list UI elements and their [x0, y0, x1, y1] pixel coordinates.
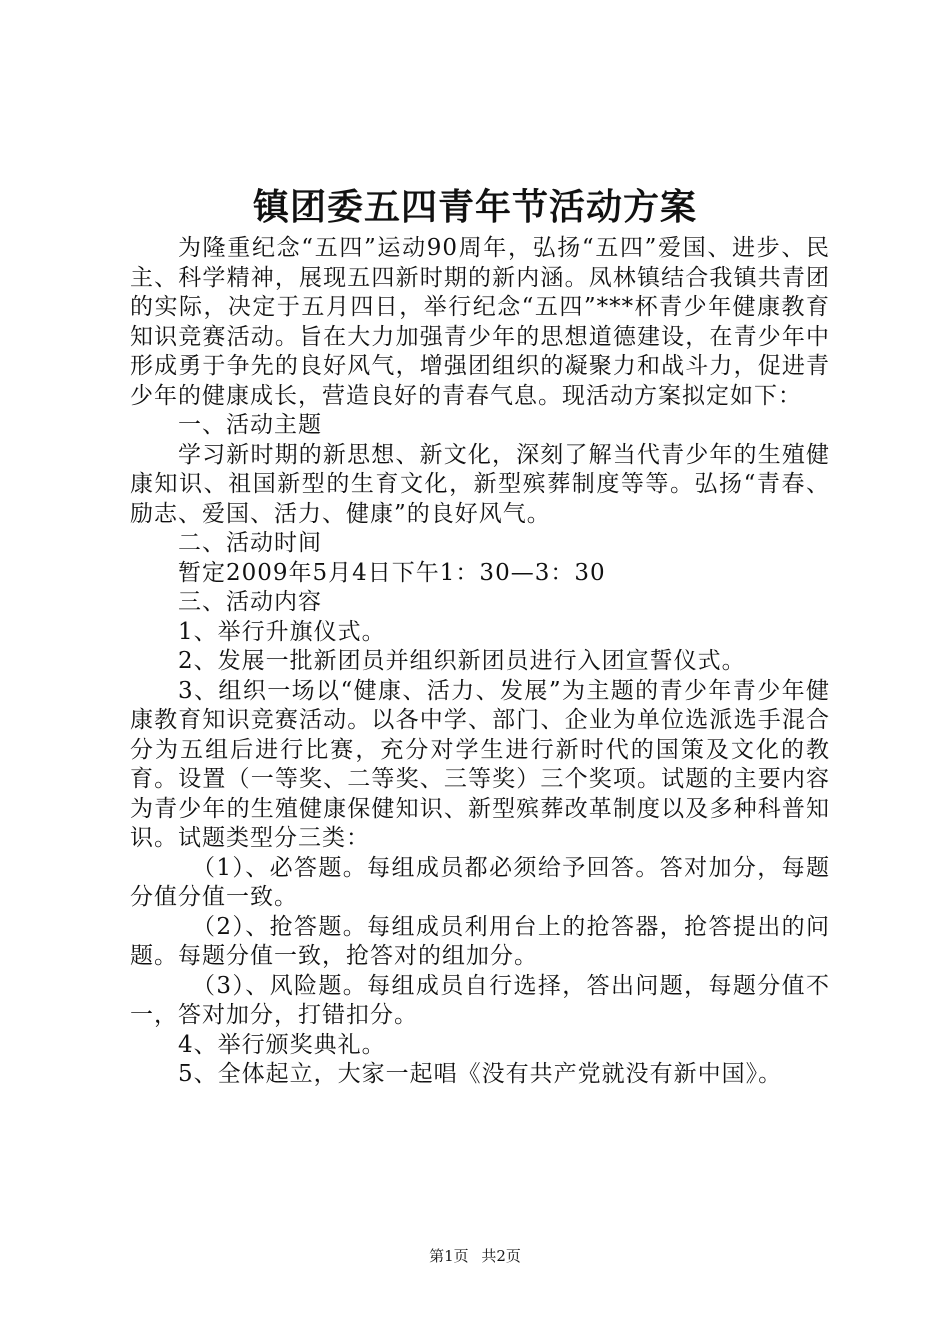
section-heading-content: 三、活动内容 — [178, 589, 322, 615]
page-total: 共2页 — [481, 1247, 521, 1265]
question-type-2: （2）、抢答题。每组成员利用台上的抢答器，抢答提出的问题。每题分值一致，抢答对的组加分。 — [130, 913, 830, 969]
question-type-1: （1）、必答题。每组成员都必须给予回答。答对加分，每题分值分值一致。 — [130, 854, 830, 910]
page-footer — [0, 1246, 950, 1266]
content-item-2: 2、发展一批新团员并组织新团员进行入团宣誓仪式。 — [178, 648, 746, 674]
content-item-5: 5、全体起立，大家一起唱《没有共产党就没有新中国》。 — [178, 1061, 783, 1087]
content-item-4: 4、举行颁奖典礼。 — [178, 1031, 386, 1058]
page-number: 第1页 — [429, 1247, 469, 1265]
theme-paragraph: 学习新时期的新思想、新文化，深刻了解当代青少年的生殖健康知识、祖国新型的生育文化，新型殡葬制度等等。弘扬“青春、励志、爱国、活力、健康”的良好风气。 — [130, 441, 830, 527]
section-heading-theme: 一、活动主题 — [178, 412, 322, 438]
content-item-1: 1、举行升旗仪式。 — [178, 618, 386, 645]
intro-paragraph: 为隆重纪念“五四”运动90周年，弘扬“五四”爱国、进步、民主、科学精神，展现五四新时期的新内涵。凤林镇结合我镇共青团的实际，决定于五月四日，举行纪念“五四”***杯青少年健康教育知识竞赛活动。旨在大力加强青少年的思想道德建设，在青少年中形成勇于争先的良好风气，增强团组织的凝聚力和战斗力，促进青少年的健康成长，营造良好的青春气息。现活动方案拟定如下： — [130, 235, 830, 409]
document-body — [130, 234, 830, 1090]
section-heading-time: 二、活动时间 — [178, 530, 322, 556]
question-type-3: （3）、风险题。每组成员自行选择，答出问题，每题分值不一，答对加分，打错扣分。 — [130, 972, 830, 1028]
content-item-3: 3、组织一场以“健康、活力、发展”为主题的青少年青少年健康教育知识竞赛活动。以各中学、部门、企业为单位选派选手混合分为五组后进行比赛，充分对学生进行新时代的国策及文化的教育。设置（一等奖、二等奖、三等奖）三个奖项。试题的主要内容为青少年的生殖健康保健知识、新型殡葬改革制度以及多种科普知识。试题类型分三类： — [130, 677, 830, 851]
time-paragraph: 暂定2009年5月4日下午1：30—3：30 — [178, 559, 606, 586]
page-title: 镇团委五四青年节活动方案 — [252, 187, 697, 228]
